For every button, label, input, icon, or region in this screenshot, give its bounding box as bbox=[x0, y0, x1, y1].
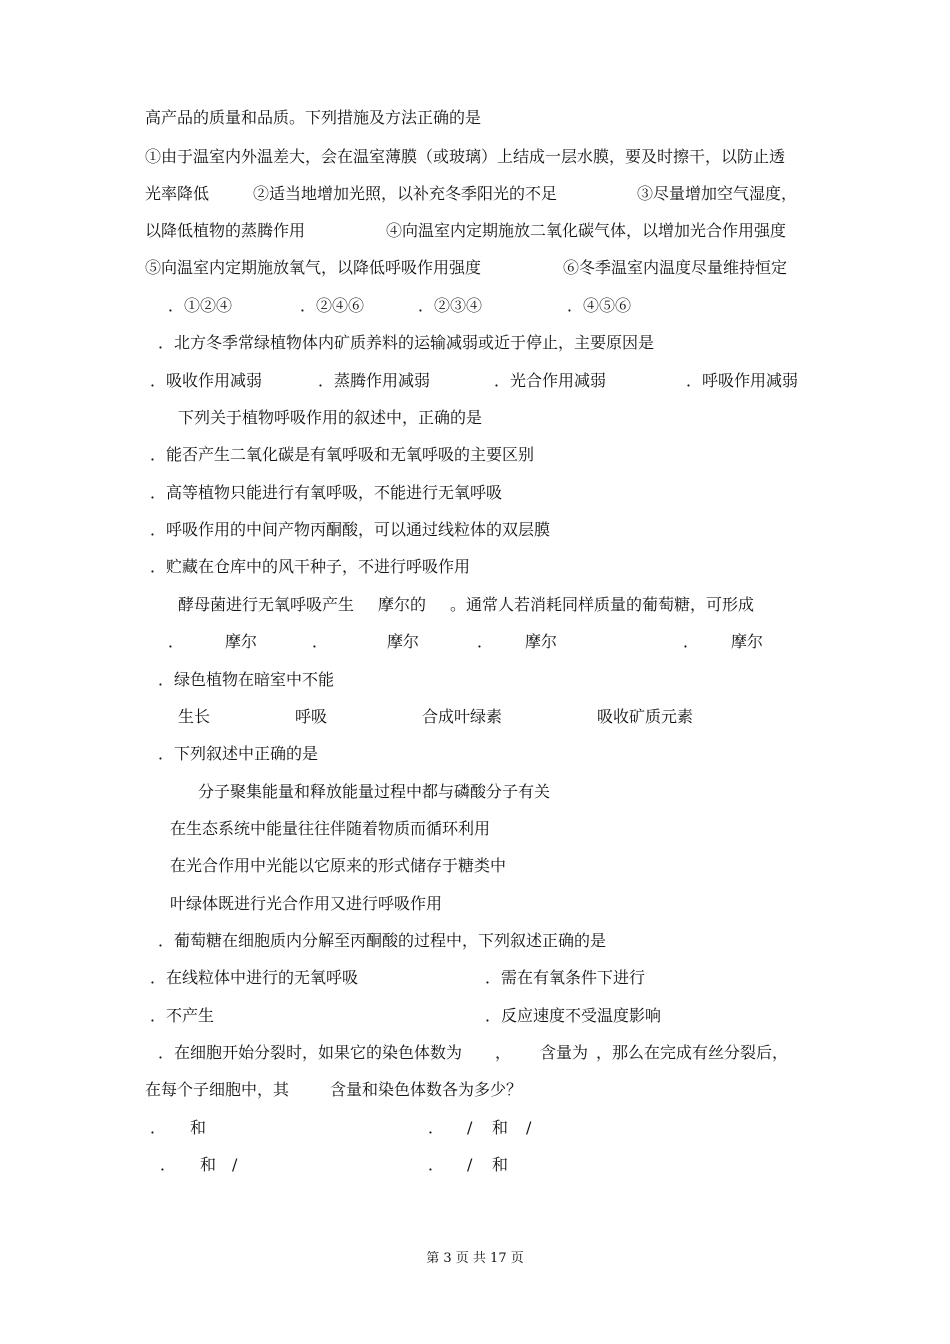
choice-c-label: ． bbox=[160, 1155, 177, 1174]
line-text: 酵母菌进行无氧呼吸产生 bbox=[178, 595, 355, 614]
line-text: 。通常人若消耗同样质量的葡萄糖，可形成 bbox=[450, 595, 755, 614]
line-text: ．北方冬季常绿植物体内矿质养料的运输减弱或近于停止，主要原因是 bbox=[158, 333, 655, 352]
choice-a: 生长 bbox=[178, 707, 211, 726]
line-text: 在生态系统中能量往往伴随着物质而循环利用 bbox=[170, 819, 491, 838]
line-text: ．下列叙述中正确的是 bbox=[158, 744, 319, 763]
choice-d: ．反应速度不受温度影响 bbox=[485, 1006, 662, 1025]
line-text: 高产品的质量和品质。下列措施及方法正确的是 bbox=[145, 108, 482, 127]
line-text: ．绿色植物在暗室中不能 bbox=[158, 670, 335, 689]
choice-c: 摩尔 bbox=[525, 632, 558, 651]
line-text: ．贮藏在仓库中的风干种子，不进行呼吸作用 bbox=[150, 557, 471, 576]
line-text: 在每个子细胞中，其 bbox=[145, 1080, 290, 1099]
choice-d: 吸收矿质元素 bbox=[597, 707, 694, 726]
line-text: ．呼吸作用的中间产物丙酮酸，可以通过线粒体的双层膜 bbox=[150, 520, 551, 539]
line-text: ．能否产生二氧化碳是有氧呼吸和无氧呼吸的主要区别 bbox=[150, 445, 535, 464]
choice-b: ．②④⑥ bbox=[300, 296, 365, 315]
line-text: 以降低植物的蒸腾作用 bbox=[145, 221, 306, 240]
option-6: ⑥冬季温室内温度尽量维持恒定 bbox=[563, 258, 788, 277]
option-4: ④向温室内定期施放二氧化碳气体，以增加光合作用强度 bbox=[386, 221, 787, 240]
choice-a: ．①②④ bbox=[168, 296, 233, 315]
choice-d: ．④⑤⑥ bbox=[567, 296, 632, 315]
choice-b: ．蒸腾作用减弱 bbox=[318, 371, 431, 390]
line-text: 摩尔的 bbox=[378, 595, 427, 614]
choice-d: ．呼吸作用减弱 bbox=[686, 371, 799, 390]
choice-b: 摩尔 bbox=[387, 632, 420, 651]
option-5: ⑤向温室内定期施放氧气，以降低呼吸作用强度 bbox=[145, 258, 482, 277]
choice-a: ．吸收作用减弱 bbox=[150, 371, 263, 390]
line-text: 分子聚集能量和释放能量过程中都与磷酸分子有关 bbox=[198, 782, 551, 801]
choice-d-label: ． bbox=[683, 632, 700, 651]
option-2: ②适当地增加光照，以补充冬季阳光的不足 bbox=[253, 184, 558, 203]
choice-c: ．光合作用减弱 bbox=[494, 371, 607, 390]
choice-c: 合成叶绿素 bbox=[422, 707, 503, 726]
choice-b-part: 和 bbox=[492, 1118, 509, 1137]
line-text: 含量为 bbox=[540, 1043, 589, 1062]
line-text: 叶绿体既进行光合作用又进行呼吸作用 bbox=[170, 894, 443, 913]
choice-d-part: 和 bbox=[492, 1155, 509, 1174]
option-3: ③尽量增加空气湿度， bbox=[637, 184, 798, 203]
line-text: 含量和染色体数各为多少？ bbox=[330, 1080, 523, 1099]
choice-a: ．在线粒体中进行的无氧呼吸 bbox=[150, 968, 359, 987]
choice-c: ．不产生 bbox=[150, 1006, 215, 1025]
line-text: ①由于温室内外温差大，会在温室薄膜（或玻璃）上结成一层水膜，要及时擦干，以防止透 bbox=[145, 147, 786, 166]
line-text: ，那么在完成有丝分裂后， bbox=[596, 1043, 789, 1062]
choice-c-label: ． bbox=[477, 632, 494, 651]
choice-a-label: ． bbox=[168, 632, 185, 651]
choice-a: 和 bbox=[190, 1118, 207, 1137]
choice-c-part: / bbox=[232, 1155, 238, 1174]
choice-b: 呼吸 bbox=[295, 707, 328, 726]
line-text: ．葡萄糖在细胞质内分解至丙酮酸的过程中，下列叙述正确的是 bbox=[158, 931, 607, 950]
choice-d-label: ． bbox=[428, 1155, 445, 1174]
page-number-footer: 第 3 页 共 17 页 bbox=[426, 1251, 524, 1266]
line-text: 光率降低 bbox=[145, 184, 210, 203]
choice-b-part: / bbox=[467, 1118, 473, 1137]
line-text: 下列关于植物呼吸作用的叙述中，正确的是 bbox=[178, 408, 483, 427]
choice-b: ．需在有氧条件下进行 bbox=[485, 968, 646, 987]
choice-b-label: ． bbox=[428, 1118, 445, 1137]
choice-a: 摩尔 bbox=[225, 632, 258, 651]
choice-b-label: ． bbox=[312, 632, 329, 651]
choice-d-part: / bbox=[467, 1155, 473, 1174]
choice-a-label: ． bbox=[150, 1118, 167, 1137]
line-text: ．在细胞开始分裂时，如果它的染色体数为 bbox=[158, 1043, 463, 1062]
line-text: ．高等植物只能进行有氧呼吸，不能进行无氧呼吸 bbox=[150, 483, 503, 502]
choice-b-part: / bbox=[526, 1118, 532, 1137]
choice-c: 和 bbox=[200, 1155, 217, 1174]
choice-c: ．②③④ bbox=[418, 296, 483, 315]
line-text: 在光合作用中光能以它原来的形式储存于糖类中 bbox=[170, 856, 507, 875]
line-text: ， bbox=[495, 1043, 512, 1062]
choice-d: 摩尔 bbox=[731, 632, 764, 651]
